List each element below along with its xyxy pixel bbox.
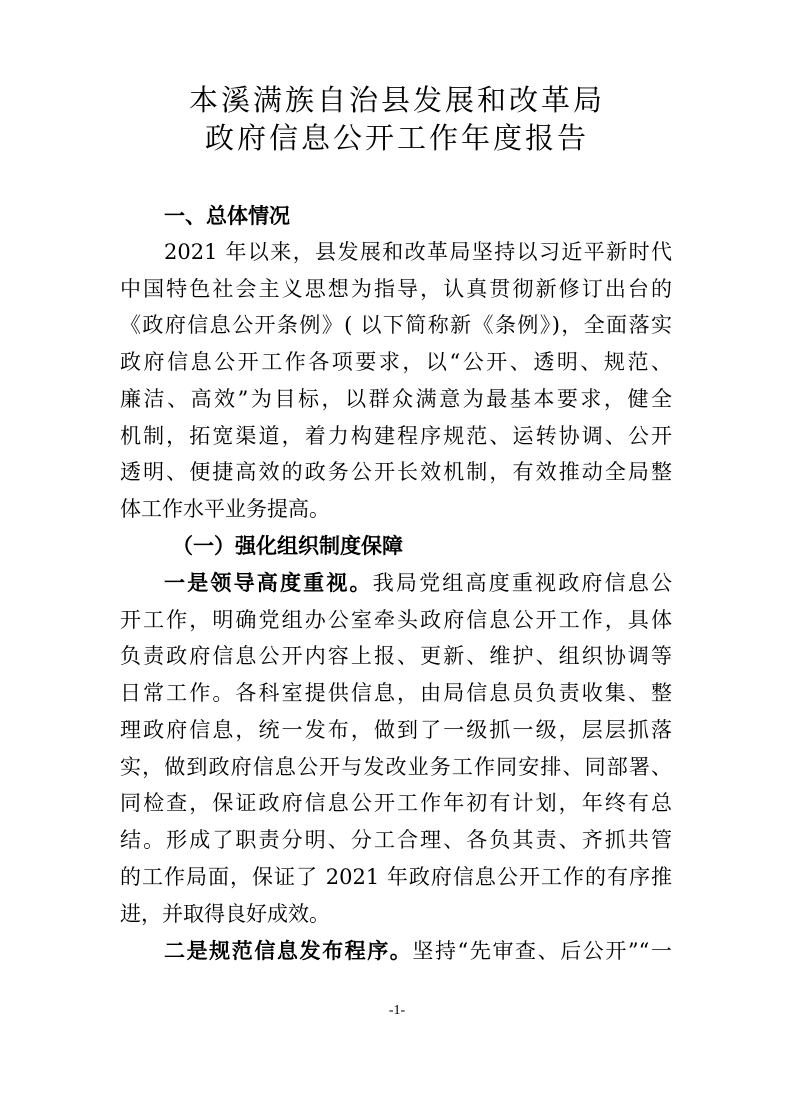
subsection-heading: （一）强化组织制度保障 (172, 534, 403, 558)
paragraph-line: 廉洁、高效”为目标，以群众满意为最基本要求，健全 (120, 387, 672, 411)
paragraph-line: 负责政府信息公开内容上报、更新、维护、组织协调等 (120, 644, 672, 668)
section-heading: 一、总体情况 (164, 204, 290, 228)
paragraph-line: 体工作水平业务提高。 (120, 497, 330, 521)
paragraph-line: 机制，拓宽渠道，着力构建程序规范、运转协调、公开 (120, 424, 672, 448)
paragraph-line: 的工作局面，保证了 2021 年政府信息公开工作的有序推 (120, 865, 672, 889)
point-lead: 二是规范信息发布程序。 (164, 939, 413, 963)
point-lead: 一是领导高度重视。 (164, 571, 373, 595)
document-title-line-1: 本溪满族自治县发展和改革局 (188, 83, 605, 117)
paragraph-line: 日常工作。各科室提供信息，由局信息员负责收集、整 (120, 681, 672, 705)
paragraph-line: 政府信息公开工作各项要求，以“公开、透明、规范、 (120, 350, 672, 374)
paragraph-line (120, 936, 672, 966)
paragraph-line: 开工作，明确党组办公室牵头政府信息公开工作，具体 (120, 608, 672, 632)
paragraph-line: 同检查，保证政府信息公开工作年初有计划，年终有总 (120, 791, 672, 815)
paragraph-line: 结。形成了职责分明、分工合理、各负其责、齐抓共管 (120, 828, 672, 852)
document-title-line-2: 政府信息公开工作年度报告 (204, 121, 589, 155)
point-text: 坚持“先审查、后公开”“一 (412, 939, 672, 963)
paragraph-line: 进，并取得良好成效。 (120, 902, 330, 926)
paragraph-line: 实，做到政府信息公开与发改业务工作同安排、同部署、 (120, 755, 672, 779)
paragraph-line: 2021 年以来，县发展和改革局坚持以习近平新时代 (164, 240, 672, 264)
paragraph-line (120, 568, 672, 598)
page-number: -1- (388, 1003, 406, 1018)
paragraph-line: 理政府信息，统一发布，做到了一级抓一级，层层抓落 (120, 718, 672, 742)
paragraph-line: 透明、便捷高效的政务公开长效机制，有效推动全局整 (120, 460, 672, 484)
paragraph-line: 《政府信息公开条例》( 以下简称新《条例》)，全面落实 (120, 313, 672, 337)
paragraph-line: 中国特色社会主义思想为指导，认真贯彻新修订出台的 (120, 277, 672, 301)
point-text: 我局党组高度重视政府信息公 (372, 571, 673, 595)
